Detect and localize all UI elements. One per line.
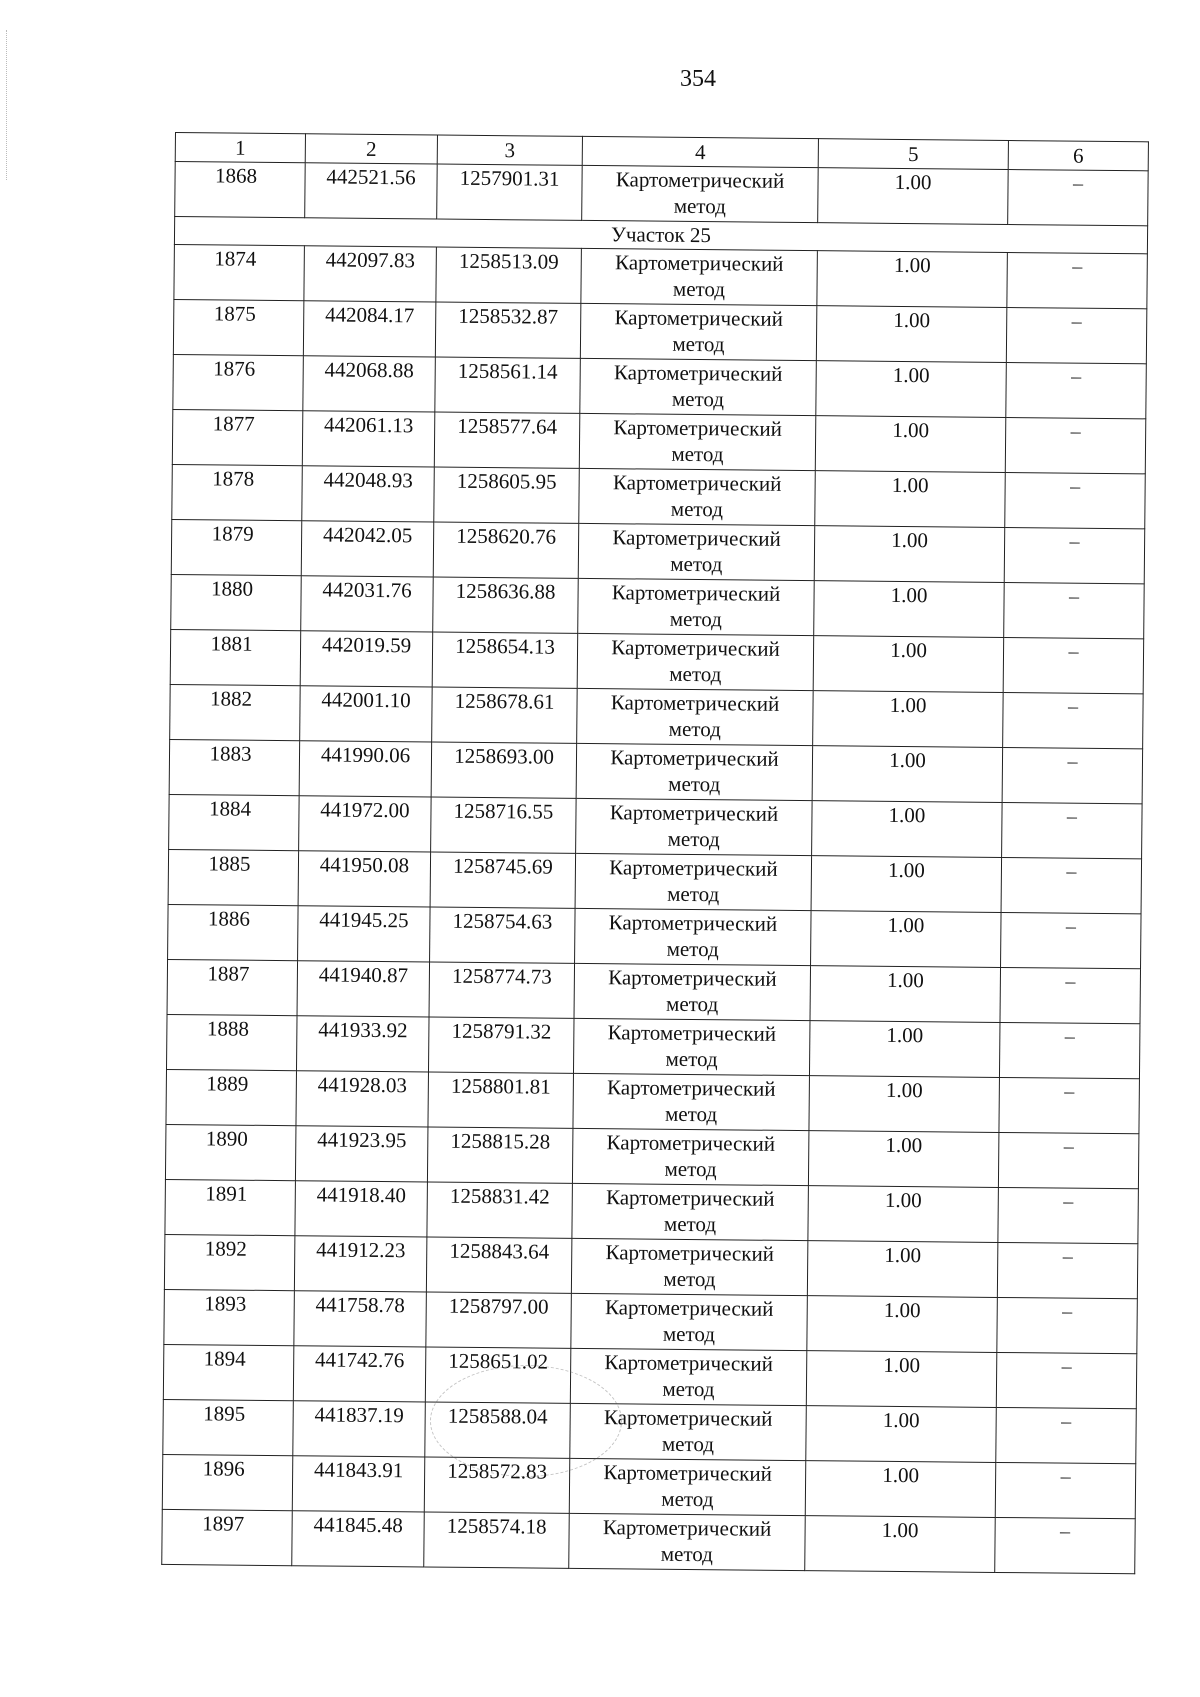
table-row (164, 1234, 1137, 1298)
method-line-1: Картометрический (608, 965, 777, 991)
point-number: 1879 (171, 519, 302, 575)
coord-y: 1258815.28 (427, 1127, 573, 1183)
method-cell (573, 1073, 810, 1130)
method-cell (572, 1128, 809, 1185)
section-title: Участок 25 (174, 217, 1147, 254)
coord-y: 1258636.88 (433, 577, 579, 633)
method-line-2: метод (662, 1321, 716, 1347)
table-row (167, 959, 1140, 1023)
table-row (166, 1069, 1139, 1133)
method-line-2: метод (663, 1211, 717, 1237)
coord-x: 441950.08 (298, 851, 431, 907)
coord-x: 442042.05 (301, 521, 434, 577)
coord-y: 1258605.95 (434, 467, 580, 523)
coord-y: 1258577.64 (434, 412, 580, 468)
point-number: 1897 (162, 1509, 293, 1565)
point-number: 1895 (163, 1399, 294, 1455)
column-header-2: 2 (305, 134, 437, 164)
point-number: 1881 (170, 629, 301, 685)
coord-y: 1258651.02 (425, 1347, 571, 1403)
method-cell (569, 1513, 806, 1570)
method-cell (581, 248, 818, 305)
point-number: 1894 (163, 1344, 294, 1400)
accuracy: 1.00 (806, 1351, 997, 1408)
table-row (170, 629, 1143, 693)
method-cell (578, 578, 815, 635)
accuracy: 1.00 (807, 1296, 998, 1353)
coord-y: 1258774.73 (429, 962, 575, 1018)
method-cell (574, 963, 811, 1020)
point-number: 1890 (165, 1124, 296, 1180)
coord-x: 442061.13 (302, 411, 435, 467)
method-cell (573, 1018, 810, 1075)
method-line-2: метод (665, 991, 719, 1017)
accuracy: 1.00 (814, 581, 1005, 638)
coordinates-table (161, 132, 1149, 1574)
method-line-2: метод (660, 1541, 714, 1567)
point-number: 1885 (168, 849, 299, 905)
method-cell (571, 1238, 808, 1295)
note-dash: – (999, 1077, 1140, 1133)
method-cell (579, 468, 816, 525)
table-row (168, 904, 1141, 968)
method-line-1: Картометрический (610, 745, 779, 771)
note-dash: – (1003, 692, 1144, 748)
coord-y: 1258654.13 (432, 632, 578, 688)
accuracy: 1.00 (809, 1021, 1000, 1078)
method-cell (582, 165, 819, 222)
note-dash: – (1001, 912, 1142, 968)
accuracy: 1.00 (809, 1076, 1000, 1133)
accuracy: 1.00 (818, 168, 1009, 225)
point-number: 1887 (167, 959, 298, 1015)
accuracy: 1.00 (816, 361, 1007, 418)
note-dash: – (1007, 252, 1148, 308)
method-line-1: Картометрический (609, 855, 778, 881)
accuracy: 1.00 (805, 1461, 996, 1518)
accuracy: 1.00 (812, 801, 1003, 858)
accuracy: 1.00 (811, 856, 1002, 913)
coord-y: 1258754.63 (430, 907, 576, 963)
coord-y: 1258572.83 (424, 1457, 570, 1513)
accuracy: 1.00 (812, 746, 1003, 803)
method-line-1: Картометрический (605, 1185, 775, 1211)
coord-x: 441918.40 (295, 1181, 428, 1237)
coord-y: 1258831.42 (427, 1182, 573, 1238)
method-line-1: Картометрический (609, 800, 779, 826)
method-line-2: метод (673, 193, 726, 219)
point-number: 1878 (172, 464, 303, 520)
table-row (172, 409, 1145, 473)
method-cell (576, 743, 813, 800)
coord-x: 441923.95 (295, 1126, 428, 1182)
coord-y: 1258588.04 (425, 1402, 571, 1458)
method-line-1: Картометрический (610, 690, 780, 716)
method-cell (579, 413, 816, 470)
coord-x: 442084.17 (303, 301, 436, 357)
note-dash: – (1003, 637, 1144, 693)
method-line-2: метод (670, 496, 724, 522)
point-number: 1886 (168, 904, 299, 960)
table-row (165, 1179, 1138, 1243)
point-number: 1893 (164, 1289, 295, 1345)
method-line-2: метод (668, 716, 721, 742)
coord-y: 1258620.76 (433, 522, 579, 578)
method-cell (576, 798, 813, 855)
method-line-2: метод (669, 661, 722, 687)
point-number: 1889 (166, 1069, 297, 1125)
method-line-1: Картометрический (615, 167, 785, 193)
method-line-2: метод (664, 1156, 717, 1182)
accuracy: 1.00 (814, 526, 1005, 583)
method-line-2: метод (671, 441, 724, 467)
method-cell (572, 1183, 809, 1240)
table-row (174, 244, 1147, 308)
note-dash: – (1006, 307, 1147, 363)
point-number: 1880 (171, 574, 302, 630)
coord-x: 441843.91 (292, 1456, 425, 1512)
point-number: 1875 (173, 299, 304, 355)
table-row (167, 1014, 1140, 1078)
coord-y: 1257901.31 (437, 164, 583, 220)
method-line-2: метод (669, 606, 723, 632)
point-number: 1888 (167, 1014, 298, 1070)
point-number: 1883 (169, 739, 300, 795)
method-line-2: метод (667, 826, 720, 852)
note-dash: – (1005, 417, 1146, 473)
method-cell (577, 633, 814, 690)
table-row (169, 739, 1142, 803)
method-cell (575, 908, 812, 965)
coord-x: 442097.83 (304, 246, 437, 302)
method-line-1: Картометрический (603, 1460, 772, 1486)
coord-x: 441845.48 (292, 1511, 425, 1567)
page-number: 354 (680, 66, 716, 92)
coord-y: 1258716.55 (431, 797, 577, 853)
table-row (173, 354, 1146, 418)
note-dash: – (995, 1462, 1136, 1518)
table-row (163, 1399, 1136, 1463)
coord-y: 1258693.00 (431, 742, 577, 798)
note-dash: – (1002, 802, 1143, 858)
method-line-1: Картометрический (604, 1350, 774, 1376)
note-dash: – (997, 1242, 1138, 1298)
method-line-1: Картометрический (605, 1240, 775, 1266)
accuracy: 1.00 (806, 1406, 997, 1463)
scan-margin-mark (6, 30, 9, 180)
table-row (162, 1509, 1135, 1573)
table-row (171, 519, 1144, 583)
method-line-1: Картометрический (611, 580, 781, 606)
method-line-1: Картометрический (612, 470, 782, 496)
method-line-1: Картометрический (614, 305, 784, 331)
note-dash: – (998, 1132, 1139, 1188)
coord-y: 1258513.09 (436, 247, 582, 303)
coord-x: 441837.19 (293, 1401, 426, 1457)
method-line-2: метод (672, 276, 726, 302)
note-dash: – (1002, 747, 1143, 803)
method-line-1: Картометрический (604, 1295, 774, 1321)
point-number: 1874 (174, 244, 305, 300)
note-dash: – (1004, 582, 1145, 638)
method-cell (580, 303, 817, 360)
table-row (175, 162, 1148, 226)
method-line-1: Картометрический (608, 910, 778, 936)
table-row (170, 684, 1143, 748)
method-line-2: метод (668, 771, 721, 797)
table-row (169, 794, 1142, 858)
coord-y: 1258574.18 (424, 1512, 570, 1568)
method-cell (570, 1403, 807, 1460)
coord-x: 441990.06 (299, 741, 432, 797)
method-line-1: Картометрический (603, 1405, 773, 1431)
column-header-5: 5 (818, 139, 1008, 170)
note-dash: – (1006, 362, 1147, 418)
accuracy: 1.00 (807, 1241, 998, 1298)
accuracy: 1.00 (816, 306, 1007, 363)
note-dash: – (998, 1187, 1139, 1243)
coord-y: 1258678.61 (432, 687, 578, 743)
coord-x: 442068.88 (303, 356, 436, 412)
note-dash: – (1004, 527, 1145, 583)
method-cell (580, 358, 817, 415)
coord-y: 1258561.14 (435, 357, 581, 413)
coord-x: 441742.76 (293, 1346, 426, 1402)
note-dash: – (1001, 857, 1142, 913)
method-line-2: метод (661, 1486, 714, 1512)
method-line-1: Картометрический (606, 1130, 776, 1156)
coord-y: 1258532.87 (435, 302, 581, 358)
accuracy: 1.00 (810, 966, 1001, 1023)
coord-x: 441933.92 (296, 1016, 429, 1072)
method-line-1: Картометрический (602, 1515, 772, 1541)
method-cell (578, 523, 815, 580)
column-header-4: 4 (582, 136, 818, 167)
point-number: 1877 (172, 409, 303, 465)
method-line-2: метод (663, 1266, 716, 1292)
note-dash: – (996, 1407, 1137, 1463)
point-number: 1876 (173, 354, 304, 410)
table-row (168, 849, 1141, 913)
table-row (172, 464, 1145, 528)
method-line-1: Картометрический (612, 525, 781, 551)
method-line-2: метод (661, 1431, 715, 1457)
coord-y: 1258791.32 (428, 1017, 574, 1073)
accuracy: 1.00 (805, 1516, 996, 1573)
coord-x: 441912.23 (294, 1236, 427, 1292)
coord-x: 442048.93 (302, 466, 435, 522)
table-row (162, 1454, 1135, 1518)
table-row (165, 1124, 1138, 1188)
method-line-2: метод (664, 1101, 718, 1127)
accuracy: 1.00 (813, 691, 1004, 748)
note-dash: – (997, 1297, 1138, 1353)
column-header-3: 3 (437, 135, 582, 165)
note-dash: – (1000, 967, 1141, 1023)
note-dash: – (995, 1517, 1136, 1573)
accuracy: 1.00 (815, 416, 1006, 473)
table-row (171, 574, 1144, 638)
method-line-2: метод (665, 1046, 718, 1072)
method-line-2: метод (670, 551, 723, 577)
method-line-1: Картометрический (613, 360, 783, 386)
coord-x: 441928.03 (296, 1071, 429, 1127)
accuracy: 1.00 (817, 251, 1008, 308)
method-line-2: метод (666, 936, 719, 962)
coord-x: 442031.76 (301, 576, 434, 632)
accuracy: 1.00 (815, 471, 1006, 528)
coord-x: 442001.10 (300, 686, 433, 742)
note-dash: – (1005, 472, 1146, 528)
table-row (164, 1289, 1137, 1353)
coord-y: 1258797.00 (426, 1292, 572, 1348)
method-line-1: Картометрический (614, 250, 784, 276)
table-row (173, 299, 1146, 363)
column-header-6: 6 (1008, 141, 1148, 171)
coord-x: 441940.87 (297, 961, 430, 1017)
accuracy: 1.00 (813, 636, 1004, 693)
method-cell (575, 853, 812, 910)
method-cell (569, 1458, 806, 1515)
accuracy: 1.00 (811, 911, 1002, 968)
point-number: 1882 (170, 684, 301, 740)
method-line-1: Картометрический (607, 1075, 776, 1101)
accuracy: 1.00 (808, 1186, 999, 1243)
method-line-2: метод (667, 881, 720, 907)
column-header-1: 1 (175, 133, 305, 163)
method-cell (571, 1293, 808, 1350)
method-line-2: метод (671, 386, 725, 412)
coord-x: 442521.56 (305, 163, 438, 219)
accuracy: 1.00 (808, 1131, 999, 1188)
coord-x: 441945.25 (298, 906, 431, 962)
point-number: 1892 (164, 1234, 295, 1290)
coord-x: 441758.78 (294, 1291, 427, 1347)
coord-y: 1258843.64 (426, 1237, 572, 1293)
method-line-2: метод (662, 1376, 715, 1402)
method-cell (570, 1348, 807, 1405)
method-line-2: метод (672, 331, 725, 357)
note-dash: – (1008, 169, 1149, 225)
coord-x: 442019.59 (300, 631, 433, 687)
point-number: 1868 (175, 162, 306, 218)
point-number: 1884 (169, 794, 300, 850)
method-cell (577, 688, 814, 745)
table-row (163, 1344, 1136, 1408)
point-number: 1896 (162, 1454, 293, 1510)
method-line-1: Картометрический (607, 1020, 777, 1046)
method-line-1: Картометрический (611, 635, 780, 661)
coord-x: 441972.00 (299, 796, 432, 852)
coord-y: 1258745.69 (430, 852, 576, 908)
note-dash: – (999, 1022, 1140, 1078)
note-dash: – (996, 1352, 1137, 1408)
method-line-1: Картометрический (613, 415, 783, 441)
point-number: 1891 (165, 1179, 296, 1235)
coord-y: 1258801.81 (428, 1072, 574, 1128)
